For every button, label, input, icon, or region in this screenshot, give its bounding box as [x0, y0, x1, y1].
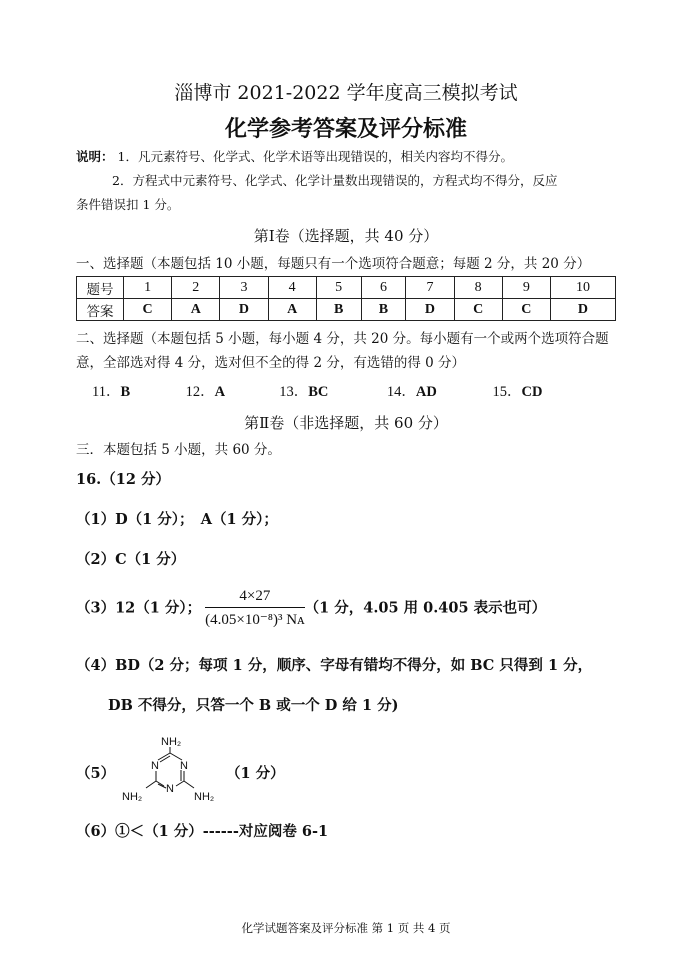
answer-value: B: [120, 384, 131, 400]
q16-answer-5-prefix: （5）: [76, 765, 116, 782]
amino-group-top: NH₂: [161, 736, 182, 748]
question-number: 15．: [492, 384, 522, 400]
q16-answer-4-line1: （4）BD（2 分；每项 1 分，顺序、字母有错均不得分，如 BC 只得到 1 分，: [76, 657, 593, 674]
answer-cell: B: [316, 299, 361, 321]
q16-answer-4-line2: DB 不得分，只答一个 B 或一个 D 给 1 分): [108, 697, 399, 714]
fraction-numerator: 4×27: [205, 588, 304, 608]
section3-description: 三．本题包括 5 小题，共 60 分。: [76, 442, 281, 458]
answer-cell: D: [550, 299, 615, 321]
fraction-denominator: (4.05×10⁻⁸)³ Nᴀ: [205, 612, 305, 628]
question-number: 7: [406, 277, 454, 299]
page-footer: 化学试题答案及评分标准 第 1 页 共 4 页: [241, 921, 451, 935]
amino-group-left: NH₂: [122, 791, 143, 803]
ring-nitrogen: N: [151, 760, 159, 772]
multi-answer-13: [279, 380, 383, 401]
multi-choice-answers: [92, 380, 542, 401]
answer-cell: D: [406, 299, 454, 321]
question-number: 4: [268, 277, 316, 299]
question-number: 6: [361, 277, 406, 299]
multi-answer-15: [493, 380, 543, 401]
answer-table: [76, 276, 616, 321]
section1-description: 一、选择题（本题包括 10 小题，每题只有一个选项符合题意；每题 2 分，共 20 分）: [76, 256, 591, 272]
answer-value: BC: [308, 384, 329, 400]
bond: [170, 753, 182, 760]
table-header-answer: 答案: [77, 299, 124, 321]
bond: [176, 781, 184, 786]
part1-heading: 第Ⅰ卷（选择题，共 40 分）: [253, 227, 439, 245]
answer-table-answer-row: [77, 299, 616, 321]
answer-cell: A: [172, 299, 220, 321]
answer-cell: A: [268, 299, 316, 321]
answer-3-suffix: （1 分，4.05 用 0.405 表示也可）: [304, 599, 547, 617]
answer-cell: C: [454, 299, 502, 321]
answer-cell: D: [220, 299, 268, 321]
answer-cell: C: [124, 299, 172, 321]
bond-left-nh2: [146, 781, 156, 788]
notes-item1: 1．凡元素符号、化学式、化学术语等出现错误的，相关内容均不得分。: [117, 149, 513, 164]
question-number: 13．: [279, 384, 309, 400]
section2-description-line2: 意，全部选对得 4 分，选对但不全的得 2 分，有选错的得 0 分）: [76, 355, 466, 371]
ring-nitrogen: N: [180, 760, 188, 772]
question-number: 14．: [386, 384, 416, 400]
exam-title: 淄博市 2021-2022 学年度高三模拟考试: [174, 82, 518, 104]
density-fraction: [205, 588, 304, 629]
answer-cell: C: [502, 299, 550, 321]
q16-answer-1: （1）D（1 分）； A（1 分）；: [76, 511, 278, 528]
answer-value: A: [214, 384, 226, 400]
amino-group-right: NH₂: [194, 791, 215, 803]
notes-label: 说明：: [76, 149, 114, 164]
table-header-number: 题号: [77, 277, 124, 299]
multi-answer-11: [92, 380, 182, 401]
notes-line1: [76, 147, 513, 165]
question-number: 10: [550, 277, 615, 299]
q16-answer-3: [76, 588, 546, 629]
question-number: 9: [502, 277, 550, 299]
section2-description-line1: 二、选择题（本题包括 5 小题，每小题 4 分，共 20 分。每小题有一个或两个选项符合题: [76, 331, 609, 347]
answer-value: CD: [521, 384, 543, 400]
part2-heading: 第Ⅱ卷（非选择题，共 60 分）: [244, 414, 448, 432]
answer-value: AD: [415, 384, 437, 400]
bond-double: [160, 756, 170, 762]
question-number: 5: [316, 277, 361, 299]
q16-answer-5-score: （1 分）: [226, 765, 285, 782]
bond-right-nh2: [184, 781, 194, 788]
answer-table-number-row: [77, 277, 616, 299]
document-title: 化学参考答案及评分标准: [224, 116, 467, 142]
notes-item2a: 2．方程式中元素符号、化学式、化学计量数出现错误的，方程式均不得分，反应: [112, 173, 558, 188]
question-number: 8: [454, 277, 502, 299]
notes-item2b: 条件错误扣 1 分。: [76, 197, 180, 212]
q16-title: 16.（12 分）: [76, 471, 170, 488]
answer-3-prefix: （3）12（1 分）；: [76, 599, 202, 617]
question-number: 2: [172, 277, 220, 299]
question-number: 1: [124, 277, 172, 299]
question-number: 11．: [92, 384, 121, 400]
q16-answer-2: （2）C（1 分）: [76, 551, 186, 568]
multi-answer-12: [186, 380, 276, 401]
q16-answer-6: （6）①＜（1 分）------对应阅卷 6-1: [76, 823, 329, 840]
melamine-structure: [112, 733, 222, 809]
question-number: 12．: [185, 384, 215, 400]
answer-cell: B: [361, 299, 406, 321]
multi-answer-14: [387, 380, 489, 401]
question-number: 3: [220, 277, 268, 299]
ring-nitrogen: N: [166, 783, 174, 795]
